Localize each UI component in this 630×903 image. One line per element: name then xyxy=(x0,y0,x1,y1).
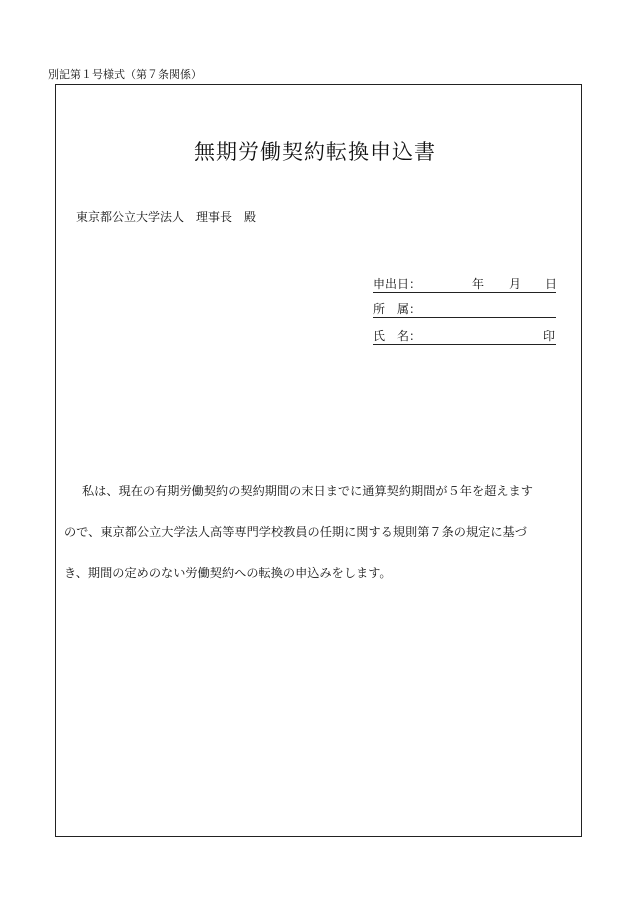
year-label: 年 xyxy=(472,277,485,291)
body-text-line: き、期間の定めのない労働契約への転換の申込みをします。 xyxy=(64,566,392,580)
date-field xyxy=(373,276,556,293)
form-number: 別記第１号様式（第７条関係） xyxy=(48,68,202,81)
addressee: 東京都公立大学法人 理事長 殿 xyxy=(76,210,257,224)
department-field xyxy=(373,301,556,318)
form-frame xyxy=(55,84,582,837)
body-text-line: 私は、現在の有期労働契約の契約期間の末日までに通算契約期間が５年を超えます xyxy=(82,484,533,498)
date-label: 申出日： xyxy=(373,277,422,291)
name-label: 氏 名： xyxy=(373,329,422,343)
department-label: 所 属： xyxy=(373,302,422,316)
day-label: 日 xyxy=(545,277,558,291)
month-label: 月 xyxy=(509,277,522,291)
seal-mark: 印 xyxy=(543,329,556,343)
name-field xyxy=(373,328,556,345)
body-text-line: ので、東京都公立大学法人高等専門学校教員の任期に関する規則第７条の規定に基づ xyxy=(64,525,527,539)
document-title: 無期労働契約転換申込書 xyxy=(194,140,436,164)
